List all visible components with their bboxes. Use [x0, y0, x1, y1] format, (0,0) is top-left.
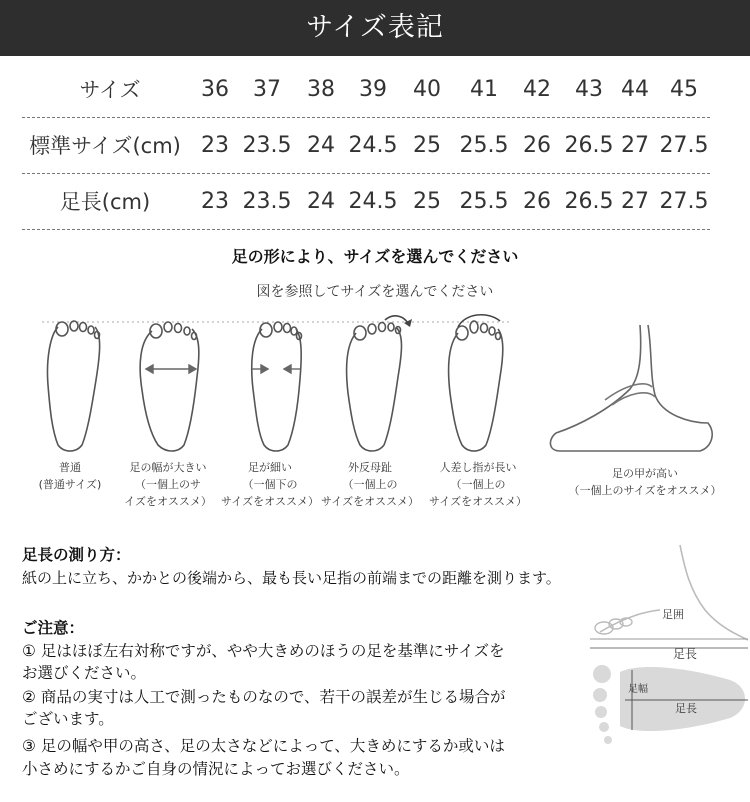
foot-normal-icon: [47, 321, 99, 451]
table-cell: 24: [307, 133, 335, 158]
width-label: 足幅: [628, 684, 648, 695]
caption-narrow: [220, 459, 320, 510]
table-cell: 23.5: [242, 189, 292, 214]
table-cell: 23: [201, 189, 229, 214]
foot-shapes-illustration: [0, 305, 750, 465]
row-label: サイズ: [79, 78, 141, 102]
table-cell: 39: [359, 77, 387, 102]
footprint-icon: [593, 665, 745, 744]
table-cell: 26: [523, 133, 551, 158]
note-line: 小さめにするかご自身の情況によってお選びください。: [22, 760, 410, 778]
caption-wide: [118, 459, 218, 510]
table-cell: 36: [201, 77, 229, 102]
table-cell: 42: [523, 77, 551, 102]
caption-high-instep: [560, 465, 730, 499]
measure-text: 紙の上に立ち、かかとの後端から、最も長い足指の前端までの距離を測ります。: [22, 569, 561, 587]
guide-note: 図を参照してサイズを選んでください: [256, 284, 494, 300]
row-label: 標準サイズ(cm): [29, 134, 181, 158]
header-title: サイズ表記: [306, 12, 444, 43]
foot-measure-diagram: [580, 540, 750, 800]
width-arrow-icon: [146, 365, 196, 373]
caption-title: 足が細い: [248, 461, 292, 474]
girth-label: 足囲: [662, 608, 684, 621]
note-line: ② 商品の実寸は人工で測ったものなので、若干の誤差が生じる場合が: [22, 688, 506, 706]
table-cell: 25.5: [459, 189, 509, 214]
caption-title: 外反母趾: [348, 461, 392, 474]
table-cell: 27.5: [659, 133, 709, 158]
caption-desc: イズをオススメ）: [124, 495, 212, 508]
table-cell: 26: [523, 189, 551, 214]
caption-desc: サイズをオススメ）: [220, 495, 319, 508]
caption-desc: （一個上の: [450, 478, 506, 491]
foot-long-toe-icon: [449, 315, 503, 451]
caption-desc: （一個上のサ: [135, 478, 201, 491]
note-line: お選びください。: [22, 664, 147, 682]
caption-bunion: [320, 459, 420, 510]
foot-bunion-icon: [347, 316, 409, 451]
measure-heading: 足長の測り方：: [22, 546, 131, 564]
length-label: 足長: [673, 647, 698, 661]
narrow-arrow-icon: [252, 365, 300, 373]
caption-desc: （一個上の: [342, 478, 398, 491]
table-cell: 45: [670, 77, 698, 102]
table-divider: [22, 229, 710, 230]
length-label-2: 足長: [675, 702, 697, 715]
row-label: 足長(cm): [59, 190, 151, 214]
caption-desc: （一個上のサイズをオススメ）: [568, 484, 722, 497]
table-cell: 23: [201, 133, 229, 158]
table-row: [20, 65, 710, 115]
caption-desc: サイズをオススメ）: [320, 495, 419, 508]
table-cell: 23.5: [242, 133, 292, 158]
table-cell: 43: [575, 77, 603, 102]
caption-long-toe: [426, 459, 530, 510]
table-row: [20, 177, 710, 227]
table-cell: 24.5: [348, 133, 398, 158]
table-cell: 24: [307, 189, 335, 214]
table-cell: 24.5: [348, 189, 398, 214]
table-cell: 27.5: [659, 189, 709, 214]
table-divider: [22, 117, 710, 118]
table-row: [20, 121, 710, 171]
foot-high-instep-icon: [550, 325, 712, 451]
caption-desc: （一個下の: [242, 478, 298, 491]
caption-desc: (普通サイズ): [38, 478, 102, 491]
caption-title: 人差し指が長い: [439, 461, 517, 474]
table-cell: 25: [413, 189, 441, 214]
table-cell: 27: [621, 133, 649, 158]
notes-heading: ご注意：: [22, 619, 85, 637]
table-cell: 26.5: [564, 189, 614, 214]
foot-wide-icon: [140, 322, 199, 451]
table-divider: [22, 173, 710, 174]
caption-title: 足の幅が大きい: [129, 461, 207, 474]
caption-title: 足の甲が高い: [612, 467, 678, 480]
table-cell: 25.5: [459, 133, 509, 158]
table-cell: 41: [470, 77, 498, 102]
table-cell: 37: [253, 77, 281, 102]
table-cell: 44: [621, 77, 649, 102]
table-cell: 27: [621, 189, 649, 214]
caption-title: 普通: [59, 461, 81, 474]
table-cell: 40: [413, 77, 441, 102]
table-cell: 38: [307, 77, 335, 102]
note-line: ございます。: [22, 710, 114, 728]
caption-desc: サイズをオススメ）: [428, 495, 527, 508]
foot-narrow-icon: [252, 322, 302, 451]
table-cell: 26.5: [564, 133, 614, 158]
guide-title: 足の形により、サイズを選んでください: [231, 247, 519, 266]
note-line: ① 足はほぼ左右対称ですが、やや大きめのほうの足を基準にサイズを: [22, 642, 505, 660]
table-cell: 25: [413, 133, 441, 158]
caption-normal: [30, 459, 110, 493]
page-header: [0, 0, 750, 56]
note-line: ③ 足の幅や甲の高さ、足の太さなどによって、大きめにするか或いは: [22, 737, 505, 755]
